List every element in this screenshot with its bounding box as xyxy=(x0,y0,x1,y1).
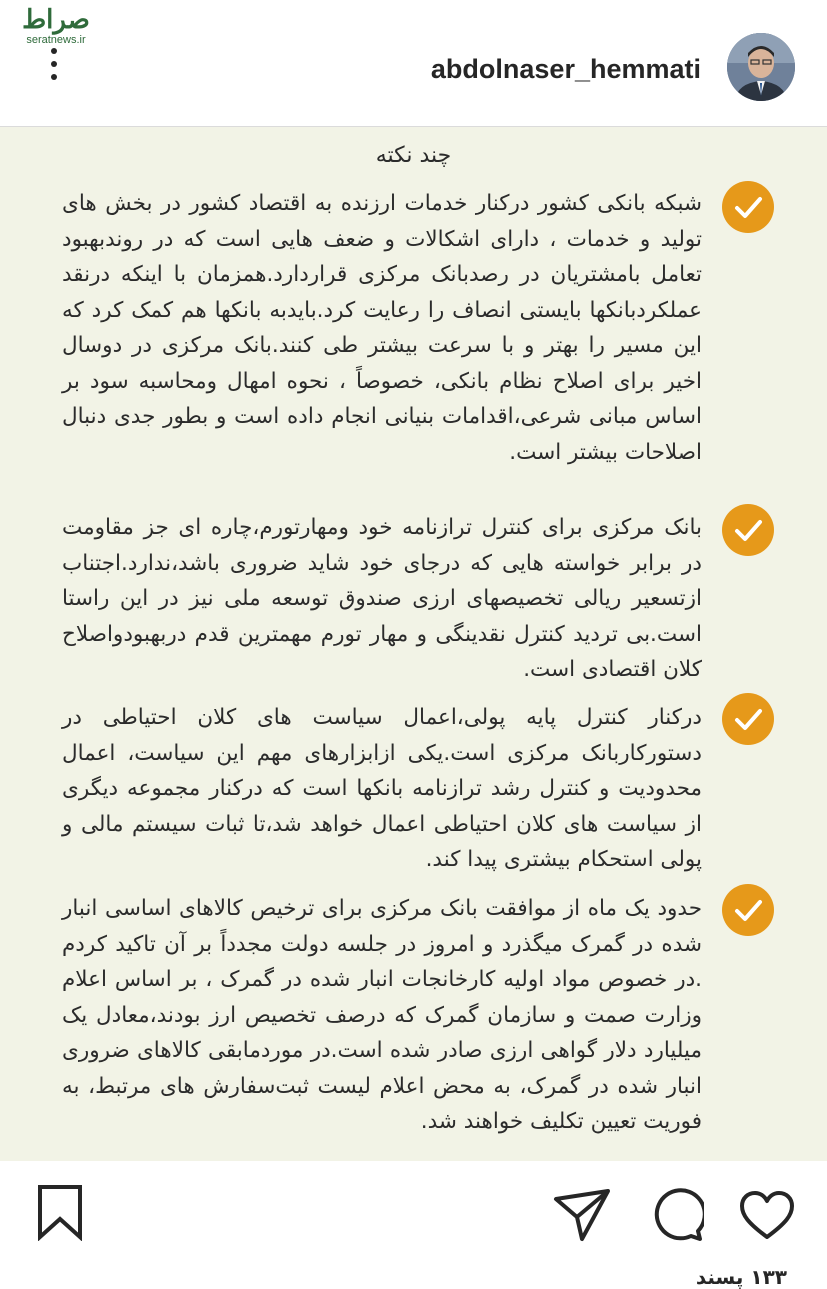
avatar[interactable] xyxy=(727,33,795,101)
more-options-icon[interactable] xyxy=(44,48,64,88)
checkmark-icon xyxy=(722,504,774,556)
post-content xyxy=(0,127,827,1161)
post-title: چند نکته xyxy=(375,143,452,168)
checkmark-icon xyxy=(722,693,774,745)
paragraph-3: درکنار کنترل پایه پولی،اعمال سیاست های کلان احتیاطی در دستورکاربانک مرکزی است.یکی ازابزارهای مهم این سیاست، اعمال محدودیت و کنترل رشد ترازنامه بانکها است که درکنار مجموعه دیگری از سیاست های کلان احتیاطی اعمال خواهد شد،تا ثبات سیستم مالی و پولی استحکام بیشتری پیدا کند. xyxy=(62,705,702,872)
likes-count[interactable]: ۱۳۳ پسند xyxy=(695,1265,787,1289)
username[interactable]: abdolnaser_hemmati xyxy=(430,54,701,84)
checkmark-icon xyxy=(722,181,774,233)
share-icon[interactable] xyxy=(552,1187,612,1247)
like-icon[interactable] xyxy=(738,1189,796,1245)
bookmark-icon[interactable] xyxy=(34,1183,86,1245)
comment-icon[interactable] xyxy=(648,1187,704,1247)
watermark-logo-text: صراط xyxy=(22,5,90,35)
paragraph-1: شبکه بانکی کشور درکنار خدمات ارزنده به اقتصاد کشور در بخش های تولید و خدمات ، دارای اشکالات و ضعف هایی است که در روندبهبود تعامل بامشتریان در رصدبانک مرکزی قراردارد.همزمان با اینکه درنقد عملکردبانکها بایستی انصاف را رعایت کرد.بایدبه بانکها هم کمک کرد که این مسیر را بهتر و با سرعت بیشتر طی کنند.بانک مرکزی در دوسال اخیر برای اصلاح نظام بانکی، خصوصاً ، نحوه امهال ومحاسبه سود بر اساس مبانی شرعی،اقدامات بنیانی انجام داده است و بطور جدی دنبال اصلاحات بیشتر است. xyxy=(62,191,702,465)
watermark-logo xyxy=(14,6,98,50)
checkmark-icon xyxy=(722,884,774,936)
paragraph-4: حدود یک ماه از موافقت بانک مرکزی برای ترخیص کالاهای اساسی انبار شده در گمرک میگذرد و امروز در جلسه دولت مجدداً بر آن تاکید کردم .در خصوص مواد اولیه کارخانجات انبار شده در گمرک ، بر اساس اعلام وزارت صمت و سازمان گمرک که درصف تخصیص ارز بودند،معادل یک میلیارد دلار گواهی ارزی صادر شده است.در موردمابقی کالاهای ضروری انبار شده در گمرک، به محض اعلام لیست ثبت‌سفارش های مرتبط، به فوریت تعیین تکلیف خواهند شد. xyxy=(62,896,702,1134)
paragraph-2: بانک مرکزی برای کنترل ترازنامه خود ومهارتورم،چاره ای جز مقاومت در برابر خواسته هایی که درجای خود شاید ضروری باشد،ندارد.اجتناب ازتسعیر ریالی تخصیصهای ارزی صندوق توسعه ملی نیز در این راستا است.بی تردید کنترل نقدینگی و مهار تورم مهمترین قدم دربهبودواصلاح کلان اقتصادی است. xyxy=(62,515,702,682)
post-actions-bar xyxy=(0,1161,827,1289)
post-header xyxy=(0,0,827,127)
watermark-site: seratnews.ir xyxy=(26,34,86,46)
